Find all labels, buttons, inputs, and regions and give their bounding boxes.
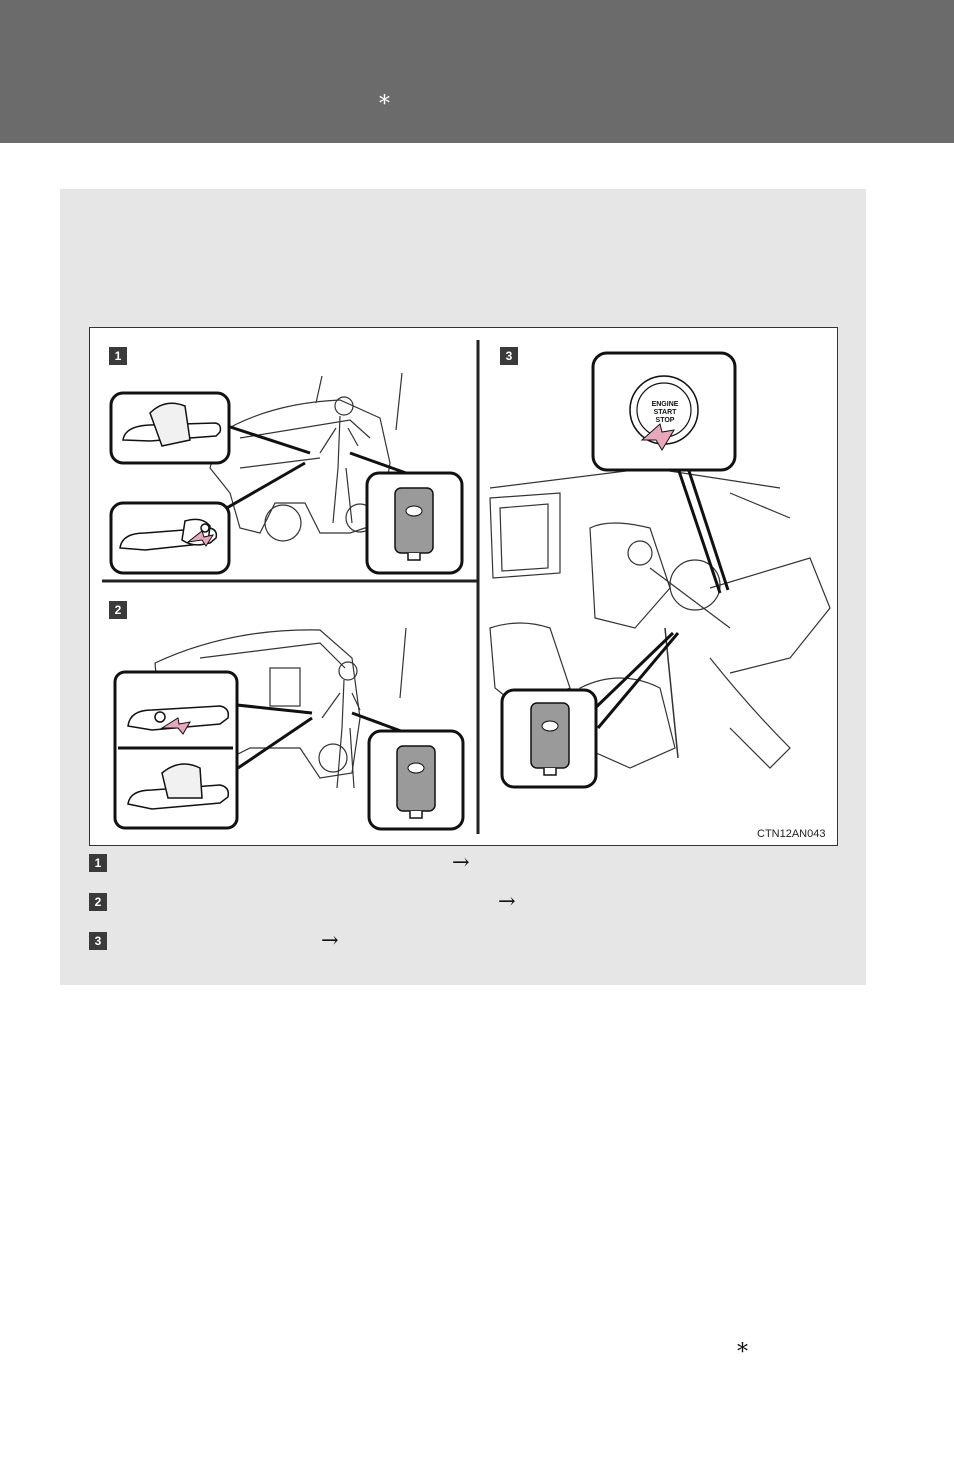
legend-badge-3: 3: [89, 932, 107, 950]
header-bar: [0, 0, 954, 143]
panel-1-badge: 1: [109, 347, 127, 365]
legend-arrow-1: →: [452, 850, 470, 874]
inset-rear-handle: [115, 672, 237, 828]
panel-3-badge: 3: [500, 347, 518, 365]
start-text: START: [653, 409, 677, 416]
image-code: CTN12AN043: [757, 828, 826, 840]
header-asterisk: *: [379, 92, 390, 117]
legend-row-2: [89, 889, 849, 913]
footer-asterisk: *: [737, 1340, 748, 1365]
legend-badge-1: 1: [89, 854, 107, 872]
inset-door-handle-grip: [111, 393, 229, 463]
smart-key-figure: [89, 327, 838, 846]
inset-key-fob-3: [502, 690, 596, 787]
engine-text: ENGINE: [651, 401, 679, 408]
legend-arrow-2: →: [498, 889, 516, 913]
inset-door-handle-button: [111, 503, 229, 573]
legend-row-1: [89, 850, 849, 874]
inset-key-fob-2: [369, 731, 463, 829]
stop-text: STOP: [655, 417, 675, 424]
panel-2-badge: 2: [109, 601, 127, 619]
legend-row-3: [89, 928, 849, 952]
legend-arrow-3: →: [321, 928, 339, 952]
legend-badge-2: 2: [89, 893, 107, 911]
inset-key-fob-1: [367, 473, 462, 573]
figure-illustration: [90, 328, 839, 847]
